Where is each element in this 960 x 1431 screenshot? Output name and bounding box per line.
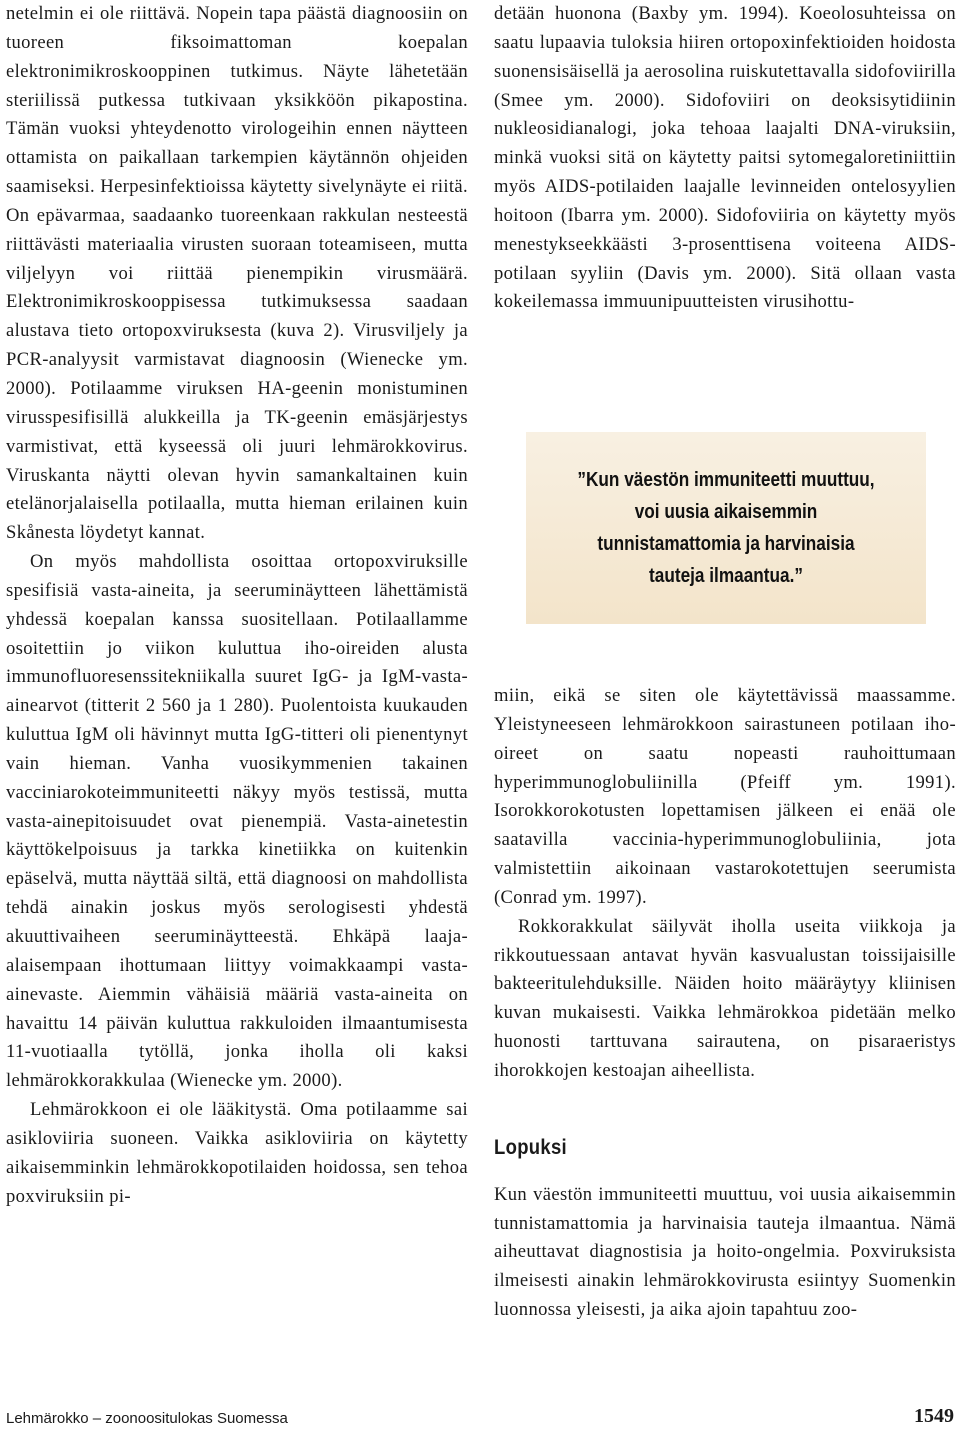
pull-quote-text: ”Kun väestön immuniteetti muuttuu, voi uusia aikaisemmin tunnistamattomia ja harvinaisia tauteja ilmaantua.” [577,469,875,587]
right-column-top [494,0,956,317]
page-number: 1549 [914,1405,954,1427]
body-paragraph: Rokkorakkulat säilyvät iholla useita viikkoja ja rikkoutuessaan antavat hyvän kasvualustan toissijaisille bakteeritulehduksille. Näiden hoito määräytyy kliinisen kuvan mukaisesti. Vaikka lehmärokkoa pidetään melko huonosti tarttuvana sairautena, on pisaraeristys ihorokkojen kestoajan aiheellista. [494,915,956,1081]
left-column [6,0,468,1211]
body-paragraph: Lehmärokkoon ei ole lääkitystä. Oma potilaamme sai asikloviiria suoneen. Vaikka asikloviiria on käytetty aikaisemminkin lehmärokkopotilaiden hoidossa, sen tehoa poxviruksiin pi- [6,1099,468,1207]
body-paragraph: Kun väestön immuniteetti muuttuu, voi uusia aikaisemmin tunnistamattomia ja harvinaisia tauteja ilmaantua. Nämä aiheuttavat diagnostisia ja hoito-ongelmia. Poxviruksista ilmeisesti ainakin lehmärokkovirusta esiintyy Suomenkin luonnossa yleisesti, ja aika ajoin tapahtuu zoo- [494,1183,956,1321]
right-column-bottom [494,682,956,1325]
section-heading: Lopuksi [494,1135,568,1159]
body-paragraph: netelmin ei ole riittävä. Nopein tapa päästä diagnoosiin on tuoreen fiksoimattoman koepalan elektronimikroskooppinen tutkimus. Näyte lähetetään steriilissä putkessa tutkivaan yksikköön pikapostina. Tämän vuoksi yhteydenotto virologeihin ennen näytteen ottamista on paikallaan tarkempien käytännön ohjeiden saamiseksi. Herpesinfektioissa käytetty sivelynäyte ei riitä. On epävarmaa, saadaanko tuoreenkaan rakkulan nesteestä riittävästi materiaalia virusten suoraan toteamiseen, mutta viljelyyn voi riittää pienempikin virusmäärä. Elektronimikroskooppisessa tutkimuksessa saadaan alustava tieto ortopoxviruksesta (kuva 2). Virusviljely ja PCR-analyysit varmistavat diagnoosin (Wienecke ym. 2000). Potilaamme viruksen HA-geenin monistuminen virusspesifisillä alukkeilla ja TK-geenin emäsjärjestys varmistivat, että kyseessä oli juuri lehmärokkovirus. Viruskanta näytti olevan hyvin samankaltainen kuin etelänorjalaisella potilaalla, mutta hieman erilainen kuin Skånesta löydetyt kannat. [6,3,468,544]
running-title: Lehmärokko – zoonoositulokas Suomessa [6,1410,288,1427]
body-paragraph: miin, eikä se siten ole käytettävissä maassamme. Yleistyneeseen lehmärokkoon sairastuneen potilaan iho-oireet on saatu nopeasti rauhoittumaan hyperimmunoglobuliinilla (Pfeiff ym. 1991). Isorokkorokotusten lopettamisen jälkeen ei enää ole saatavilla vaccinia-hyperimmunoglobuliinia, jota valmistettiin aikoinaan vastarokotettujen seerumista (Conrad ym. 1997). [494,685,956,908]
body-paragraph: detään huonona (Baxby ym. 1994). Koeolosuhteissa on saatu lupaavia tuloksia hiiren ortopoxinfektioiden hoidosta suonensisäisellä ja aerosolina ruiskutettavalla sidofoviirilla (Smee ym. 2000). Sidofoviiri on deoksisytidiinin nukleosidianalogi, joka tehoaa laajalti DNA-viruksiin, minkä vuoksi sitä on käytetty paitsi sytomegaloretiniittiin myös AIDS-potilaiden laajalle levinneiden ontelosyylien hoitoon (Ibarra ym. 2000). Sidofoviiria on käytetty myös menestykseekkäästi 3-prosenttisena voiteena AIDS-potilaan syyliin (Davis ym. 2000). Sitä ollaan vasta kokeilemassa immuunipuutteisten virusihottu- [494,3,956,313]
body-paragraph: On myös mahdollista osoittaa ortopoxviruksille spesifisiä vasta-aineita, ja seeruminäytteen lähettämistä yhdessä koepalan kanssa suositellaan. Potilaallamme osoitettiin jo viikon kuluttua iho-oireiden alusta immunofluoresenssitekniikalla suuret IgG- ja IgM-vasta-ainearvot (titterit 2 560 ja 1 280). Puolentoista kuukauden kuluttua IgM oli hävinnyt mutta IgG-titteri oli pienentynyt vain hieman. Vanha vuosikymmenien takainen vacciniarokoteimmuniteetti näkyy myös testissä, mutta vasta-ainepitoisuudet ovat pienempiä. Vasta-ainetestin käyttökelpoisuus ja tarkka kinetiikka on kuitenkin epäselvä, mutta näyttää siltä, että diagnoosi on mahdollista tehdä ainakin joskus myös serologisesti yhdestä akuuttivaiheen seeruminäytteestä. Ehkäpä laaja-alaisempaan ihottumaan liittyy voimakkaampi vasta-ainevaste. Aiemmin vähäisiä määriä vasta-aineita on havaittu 14 päivän kuluttua rakkuloiden ilmaantumisesta 11-vuotiaalla tytöllä, jonka iholla oli kaksi lehmärokkorakkulaa (Wienecke ym. 2000). [6,551,468,1092]
pull-quote-box [526,432,926,624]
